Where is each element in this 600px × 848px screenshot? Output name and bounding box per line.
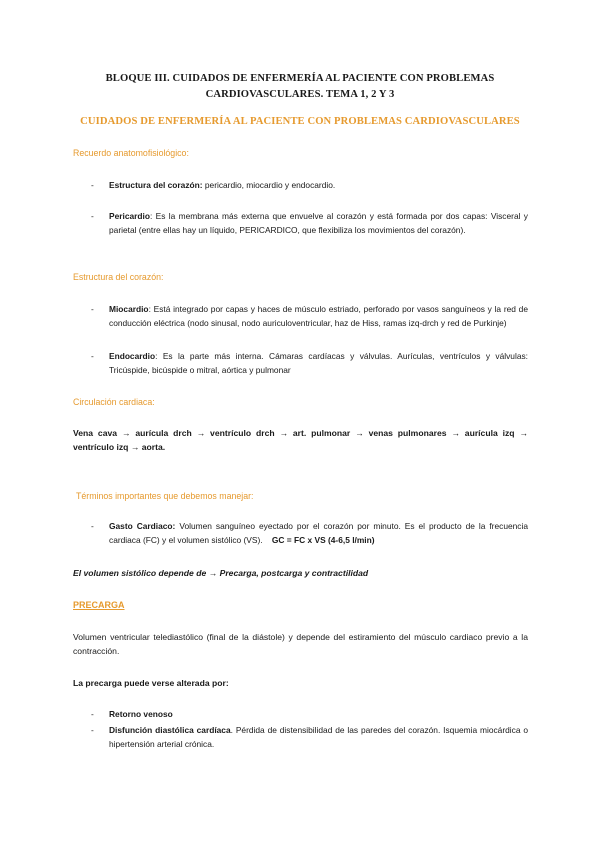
- gasto-formula: GC = FC x VS (4-6,5 l/min): [271, 535, 375, 545]
- title-line-2: CARDIOVASCULARES. TEMA 1, 2 Y 3: [205, 89, 395, 100]
- list-term: Miocardio: [109, 304, 149, 314]
- precarga-heading: PRECARGA: [73, 600, 125, 610]
- list-text: . Pérdida de distensibilidad de las paredes del corazón. Isquemia miocárdica o hipertensión arterial crónica.: [109, 725, 529, 749]
- title-line-1: BLOQUE III. CUIDADOS DE ENFERMERÍA AL PACIENTE CON PROBLEMAS: [105, 73, 495, 84]
- list-dash: -: [91, 521, 94, 531]
- list-term: Pericardio: [109, 211, 150, 221]
- list-term: Disfunción diastólica cardíaca: [109, 725, 231, 735]
- document-title: [60, 71, 540, 103]
- precarga-alterada: La precarga puede verse alterada por:: [73, 678, 229, 688]
- list-text: : Está integrado por capas y haces de músculo estriado, perforado por vasos sanguíneos y la red de conducción eléctrica (nodo sinusal, nodo auriculoventricular, haz de Hiss, ramas izq-drch y red de Purkinje): [109, 304, 528, 328]
- precarga-definition: Volumen ventricular telediastólico (final de la diástole) y depende del estiramiento del músculo cardiaco previo a la contracción.: [73, 632, 528, 656]
- list-term: Retorno venoso: [109, 709, 173, 719]
- list-dash: -: [91, 709, 94, 719]
- list-term: Estructura del corazón:: [109, 180, 203, 190]
- section-heading-terminos: Términos importantes que debemos manejar:: [76, 491, 254, 501]
- circulation-text: Vena cava → aurícula drch → ventrículo drch → art. pulmonar → venas pulmonares → aurícula izq → ventrículo izq → aorta.: [73, 428, 528, 452]
- list-dash: -: [91, 180, 94, 190]
- list-text: : Es la membrana más externa que envuelve al corazón y está formada por dos capas: Visceral y parietal (entre ellas hay un líquido, PERICARDICO, que flexibiliza los movimientos del corazón).: [109, 211, 528, 235]
- list-dash: -: [91, 211, 94, 221]
- list-text: pericardio, miocardio y endocardio.: [202, 180, 336, 190]
- section-heading-estructura: Estructura del corazón:: [73, 272, 164, 282]
- list-dash: -: [91, 351, 94, 361]
- document-subtitle: CUIDADOS DE ENFERMERÍA AL PACIENTE CON PROBLEMAS CARDIOVASCULARES: [80, 116, 520, 127]
- section-heading-recuerdo: Recuerdo anatomofisiológico:: [73, 148, 189, 158]
- list-term: Gasto Cardiaco:: [109, 521, 176, 531]
- section-heading-circulacion: Circulación cardiaca:: [73, 397, 155, 407]
- list-term: Endocardio: [109, 351, 156, 361]
- list-dash: -: [91, 304, 94, 314]
- list-dash: -: [91, 725, 94, 735]
- volumen-sistolico-note: El volumen sistólico depende de → Precarga, postcarga y contractilidad: [73, 568, 369, 578]
- list-text: Volumen sanguíneo eyectado por el corazón por minuto. Es el producto de la frecuencia cardiaca (FC) y el volumen sistólico (VS).: [109, 521, 528, 545]
- list-text: : Es la parte más interna. Cámaras cardíacas y válvulas. Aurículas, ventrículos y válvulas: Tricúspide, bicúspide o mitral, aórtica y pulmonar: [109, 351, 528, 375]
